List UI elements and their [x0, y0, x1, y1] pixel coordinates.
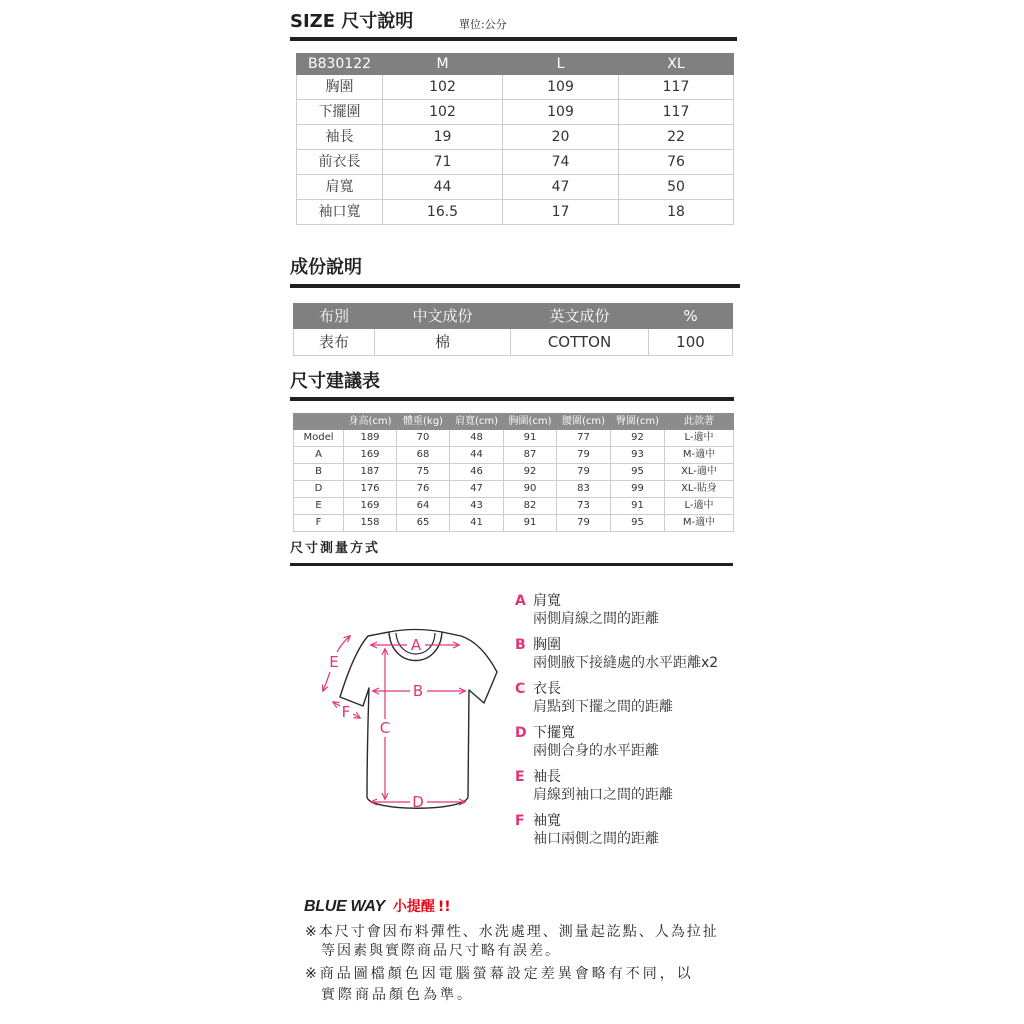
measurement-letter: B: [515, 637, 526, 653]
diagram-label-f: F: [341, 703, 351, 721]
material-table: [293, 303, 733, 356]
t-shirt-outline-icon: [300, 612, 515, 822]
suggestion-table-cell: 64: [397, 498, 450, 515]
diagram-label-c: C: [379, 719, 391, 737]
diagram-label-b: B: [412, 682, 424, 700]
suggestion-table-cell: 169: [344, 498, 397, 515]
size-table-cell: 17: [503, 200, 619, 225]
measure-line-e-bottom: [323, 672, 330, 691]
reminder-line: ※商品圖檔顏色因電腦螢幕設定差異會略有不同，以: [305, 966, 694, 982]
size-table-header-xl: XL: [619, 54, 734, 75]
suggestion-table-row: [294, 430, 734, 447]
suggestion-table-row: [294, 447, 734, 464]
size-table-label: 胸圍: [297, 75, 383, 100]
material-table-header-chinese: 中文成份: [375, 304, 511, 329]
suggestion-table-cell: 82: [504, 498, 557, 515]
reminder-title: 小提醒: [392, 899, 435, 915]
suggestion-table-cell: L-適中: [665, 498, 734, 515]
suggestion-table-cell: M-適中: [665, 515, 734, 532]
measurement-item: [515, 724, 755, 768]
suggestion-table-cell: 99: [611, 481, 665, 498]
measurement-name: 衣長: [533, 681, 561, 697]
suggestion-table-cell: 91: [504, 430, 557, 447]
suggestion-table-cell: 79: [557, 447, 611, 464]
material-section-title: 成份說明: [290, 257, 362, 278]
size-section-divider: [290, 37, 737, 41]
measurement-item: [515, 768, 755, 812]
measurement-description: 兩側肩線之間的距離: [533, 611, 659, 627]
measurement-letter: A: [515, 593, 526, 609]
size-table-cell: 19: [383, 125, 503, 150]
material-table-header-percent: %: [649, 304, 733, 329]
suggestion-table-cell: 158: [344, 515, 397, 532]
size-table-cell: 44: [383, 175, 503, 200]
suggestion-table-cell: 189: [344, 430, 397, 447]
reminder-line: ※本尺寸會因布料彈性、水洗處理、測量起訖點、人為拉扯: [305, 924, 719, 940]
diagram-label-e: E: [329, 653, 339, 671]
measure-section-title: 尺寸測量方式: [290, 541, 381, 556]
t-shirt-body-outline: [340, 632, 497, 808]
size-table-row: [297, 150, 734, 175]
suggestion-table-header-row: [294, 414, 734, 430]
size-table-cell: 50: [619, 175, 734, 200]
suggestion-table-cell: 187: [344, 464, 397, 481]
size-table: [296, 53, 734, 225]
suggestion-table-cell: 92: [504, 464, 557, 481]
measurement-item: [515, 592, 755, 636]
suggestion-table-header-hip: 臀圍(cm): [611, 414, 665, 430]
suggestion-table-cell: 91: [611, 498, 665, 515]
size-table-label: 袖口寬: [297, 200, 383, 225]
diagram-label-d: D: [412, 793, 424, 811]
measure-line-e-top: [337, 636, 350, 652]
measurement-legend: [515, 592, 755, 856]
size-table-cell: 109: [503, 75, 619, 100]
measure-line-f-right: [353, 714, 360, 718]
size-table-cell: 71: [383, 150, 503, 175]
suggestion-table-label: B: [294, 464, 344, 481]
suggestion-table-label: A: [294, 447, 344, 464]
suggestion-table-cell: 41: [450, 515, 504, 532]
size-table-row: [297, 200, 734, 225]
size-table-cell: 47: [503, 175, 619, 200]
material-table-cell: 棉: [375, 329, 511, 356]
size-table-label: 前衣長: [297, 150, 383, 175]
size-table-cell: 102: [383, 75, 503, 100]
size-table-row: [297, 125, 734, 150]
size-table-header-m: M: [383, 54, 503, 75]
material-table-cell: COTTON: [511, 329, 649, 356]
measurement-name: 胸圍: [533, 637, 561, 653]
material-table-header-fabric: 布別: [294, 304, 375, 329]
measurement-name: 袖寬: [533, 813, 561, 829]
measurement-item: [515, 636, 755, 680]
size-table-cell: 74: [503, 150, 619, 175]
brand-logo-text: BLUE WAY: [304, 898, 385, 915]
suggestion-table: [293, 413, 734, 532]
size-table-cell: 102: [383, 100, 503, 125]
measurement-item: [515, 812, 755, 856]
measurement-letter: F: [515, 813, 525, 829]
suggestion-table-label: Model: [294, 430, 344, 447]
reminder-exclamation: !!: [437, 899, 451, 915]
suggestion-table-row: [294, 481, 734, 498]
suggestion-table-cell: 47: [450, 481, 504, 498]
measurement-name: 肩寬: [533, 593, 561, 609]
measurement-description: 兩側腋下接縫處的水平距離x2: [533, 655, 719, 671]
suggestion-table-cell: 65: [397, 515, 450, 532]
reminder-line: 等因素與實際商品尺寸略有誤差。: [321, 943, 561, 959]
suggestion-table-row: [294, 515, 734, 532]
size-table-cell: 109: [503, 100, 619, 125]
suggestion-table-cell: 83: [557, 481, 611, 498]
suggestion-table-cell: 43: [450, 498, 504, 515]
suggestion-table-label: E: [294, 498, 344, 515]
suggestion-table-cell: 176: [344, 481, 397, 498]
suggestion-table-header-shoulder: 肩寬(cm): [450, 414, 504, 430]
suggestion-table-header-waist: 腰圍(cm): [557, 414, 611, 430]
size-table-row: [297, 75, 734, 100]
suggestion-table-cell: 44: [450, 447, 504, 464]
suggestion-table-header-blank: [294, 414, 344, 430]
suggestion-table-label: F: [294, 515, 344, 532]
size-table-cell: 20: [503, 125, 619, 150]
suggestion-section-title: 尺寸建議表: [290, 371, 380, 392]
suggestion-table-cell: 68: [397, 447, 450, 464]
size-section-title: SIZE 尺寸說明: [290, 11, 414, 32]
suggestion-table-cell: XL-適中: [665, 464, 734, 481]
suggestion-section-divider: [290, 397, 734, 401]
reminder-heading: [304, 896, 451, 916]
suggestion-table-header-weight: 體重(kg): [397, 414, 450, 430]
suggestion-table-cell: 90: [504, 481, 557, 498]
measure-section-divider: [290, 563, 733, 566]
size-table-label: 袖長: [297, 125, 383, 150]
measurement-description: 兩側合身的水平距離: [533, 743, 659, 759]
suggestion-table-cell: 77: [557, 430, 611, 447]
size-table-header-l: L: [503, 54, 619, 75]
size-unit-label: 單位:公分: [459, 18, 507, 31]
measurement-letter: C: [515, 681, 526, 697]
size-table-cell: 16.5: [383, 200, 503, 225]
material-table-cell: 100: [649, 329, 733, 356]
size-table-label: 下擺圍: [297, 100, 383, 125]
suggestion-table-cell: 95: [611, 515, 665, 532]
measurement-item: [515, 680, 755, 724]
diagram-label-a: A: [410, 636, 422, 654]
suggestion-table-cell: XL-貼身: [665, 481, 734, 498]
t-shirt-back-collar: [389, 630, 442, 633]
measurement-description: 肩線到袖口之間的距離: [533, 787, 673, 803]
size-table-header-row: [297, 54, 734, 75]
reminder-line: 實際商品顏色為準。: [321, 987, 474, 1003]
suggestion-table-cell: 79: [557, 515, 611, 532]
suggestion-table-cell: 79: [557, 464, 611, 481]
size-table-row: [297, 175, 734, 200]
suggestion-table-cell: M-適中: [665, 447, 734, 464]
material-table-row: [294, 329, 733, 356]
suggestion-table-cell: 92: [611, 430, 665, 447]
measurement-description: 肩點到下擺之間的距離: [533, 699, 673, 715]
suggestion-table-cell: 76: [397, 481, 450, 498]
suggestion-table-header-chest: 胸圍(cm): [504, 414, 557, 430]
size-table-cell: 117: [619, 100, 734, 125]
suggestion-table-row: [294, 498, 734, 515]
material-table-header-row: [294, 304, 733, 329]
size-table-cell: 18: [619, 200, 734, 225]
suggestion-table-header-worn-size: 此款著: [665, 414, 734, 430]
size-table-cell: 22: [619, 125, 734, 150]
measurement-description: 袖口兩側之間的距離: [533, 831, 659, 847]
measurement-name: 下擺寬: [533, 725, 575, 741]
material-table-cell: 表布: [294, 329, 375, 356]
suggestion-table-cell: L-適中: [665, 430, 734, 447]
size-table-row: [297, 100, 734, 125]
material-table-header-english: 英文成份: [511, 304, 649, 329]
suggestion-table-cell: 48: [450, 430, 504, 447]
suggestion-table-cell: 46: [450, 464, 504, 481]
suggestion-table-cell: 169: [344, 447, 397, 464]
suggestion-table-cell: 75: [397, 464, 450, 481]
size-table-label: 肩寬: [297, 175, 383, 200]
size-table-header-model: B830122: [297, 54, 383, 75]
size-table-cell: 117: [619, 75, 734, 100]
measurement-name: 袖長: [533, 769, 561, 785]
suggestion-table-header-height: 身高(cm): [344, 414, 397, 430]
size-table-cell: 76: [619, 150, 734, 175]
suggestion-table-cell: 91: [504, 515, 557, 532]
suggestion-table-cell: 95: [611, 464, 665, 481]
measure-line-f-left: [333, 702, 340, 706]
material-section-divider: [290, 284, 740, 288]
suggestion-table-row: [294, 464, 734, 481]
suggestion-table-label: D: [294, 481, 344, 498]
suggestion-table-cell: 73: [557, 498, 611, 515]
suggestion-table-cell: 87: [504, 447, 557, 464]
measurement-letter: D: [515, 725, 527, 741]
suggestion-table-cell: 70: [397, 430, 450, 447]
suggestion-table-cell: 93: [611, 447, 665, 464]
measurement-letter: E: [515, 769, 525, 785]
